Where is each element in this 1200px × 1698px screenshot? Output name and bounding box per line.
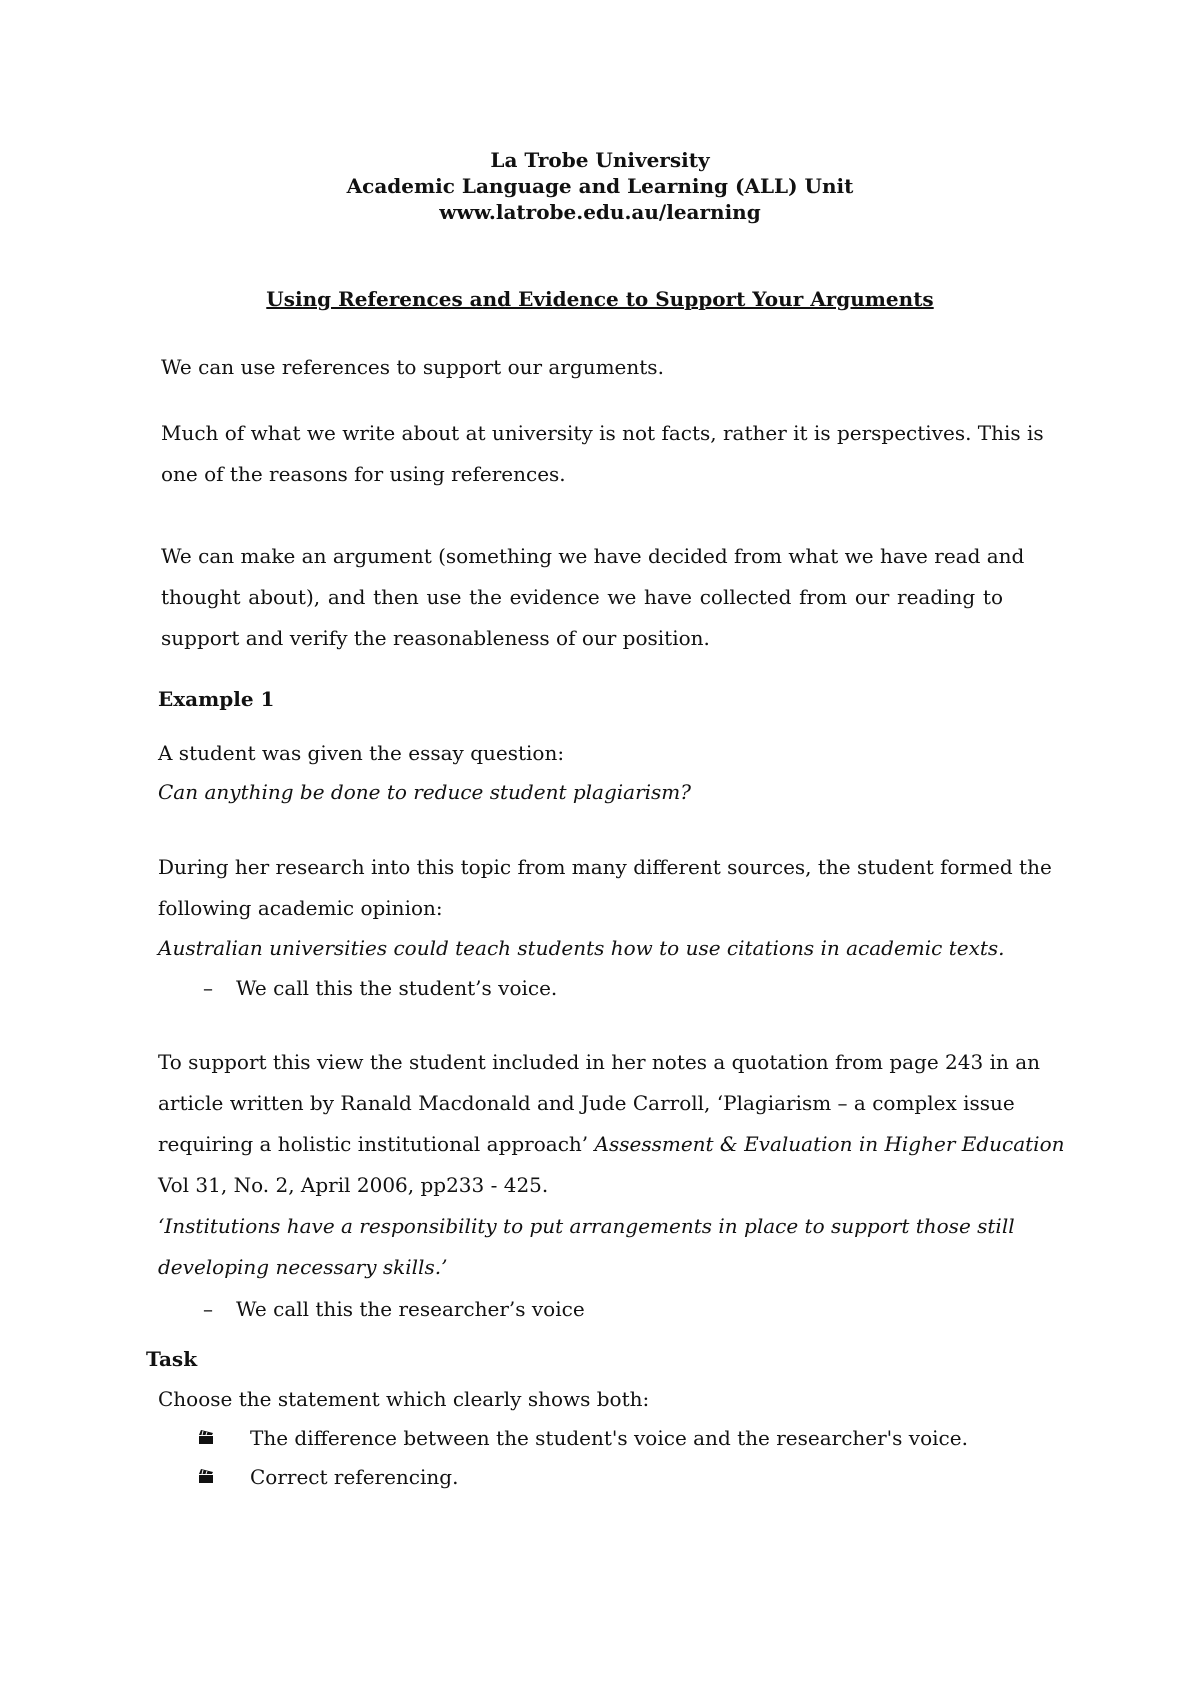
essay-question: Can anything be done to reduce student plagiarism? — [158, 780, 691, 804]
institution-name: La Trobe University — [490, 148, 710, 172]
task-heading: Task — [146, 1347, 198, 1371]
task-bullet-1: The difference between the student's voice and the researcher's voice. — [250, 1426, 968, 1450]
student-opinion: Australian universities could teach students how to use citations in academic texts. — [158, 936, 1005, 960]
unit-name: Academic Language and Learning (ALL) Unit — [346, 174, 854, 198]
intro-paragraph-3-line-1: We can make an argument (something we have decided from what we have read and — [161, 544, 1025, 568]
clapperboard-bullet-icon — [198, 1468, 214, 1484]
intro-paragraph-3-line-3: support and verify the reasonableness of our position. — [161, 626, 710, 650]
support-line-4: Vol 31, No. 2, April 2006, pp233 - 425. — [158, 1173, 549, 1197]
clapperboard-bullet-icon — [198, 1429, 214, 1445]
unit-url: www.latrobe.edu.au/learning — [439, 200, 761, 224]
task-bullet-2: Correct referencing. — [250, 1465, 459, 1489]
researcher-quote-line-2: developing necessary skills.’ — [158, 1255, 448, 1279]
research-line-2: following academic opinion: — [158, 896, 443, 920]
journal-title: Assessment & Evaluation in Higher Education — [594, 1132, 1065, 1156]
intro-paragraph-3-line-2: thought about), and then use the evidence we have collected from our reading to — [161, 585, 1003, 609]
intro-paragraph-1: We can use references to support our arguments. — [161, 355, 664, 379]
intro-paragraph-2-line-1: Much of what we write about at university is not facts, rather it is perspectives. This is — [161, 421, 1044, 445]
support-line-3 — [158, 1131, 1065, 1157]
research-line-1: During her research into this topic from many different sources, the student formed the — [158, 855, 1052, 879]
example-heading: Example 1 — [158, 687, 275, 711]
essay-question-intro: A student was given the essay question: — [158, 741, 565, 765]
support-line-2: article written by Ranald Macdonald and Jude Carroll, ‘Plagiarism – a complex issue — [158, 1091, 1015, 1115]
document-title: Using References and Evidence to Support Your Arguments — [266, 287, 934, 311]
support-line-3-text: requiring a holistic institutional approach’ — [158, 1132, 595, 1156]
dash-marker: – — [203, 1297, 213, 1321]
support-line-1: To support this view the student included in her notes a quotation from page 243 in an — [158, 1050, 1041, 1074]
dash-marker: – — [203, 976, 213, 1000]
researcher-voice-note: We call this the researcher’s voice — [236, 1297, 585, 1321]
student-voice-note: We call this the student’s voice. — [236, 976, 558, 1000]
task-instruction: Choose the statement which clearly shows both: — [158, 1387, 650, 1411]
intro-paragraph-2-line-2: one of the reasons for using references. — [161, 462, 566, 486]
researcher-quote-line-1: ‘Institutions have a responsibility to put arrangements in place to support those still — [158, 1214, 1015, 1238]
